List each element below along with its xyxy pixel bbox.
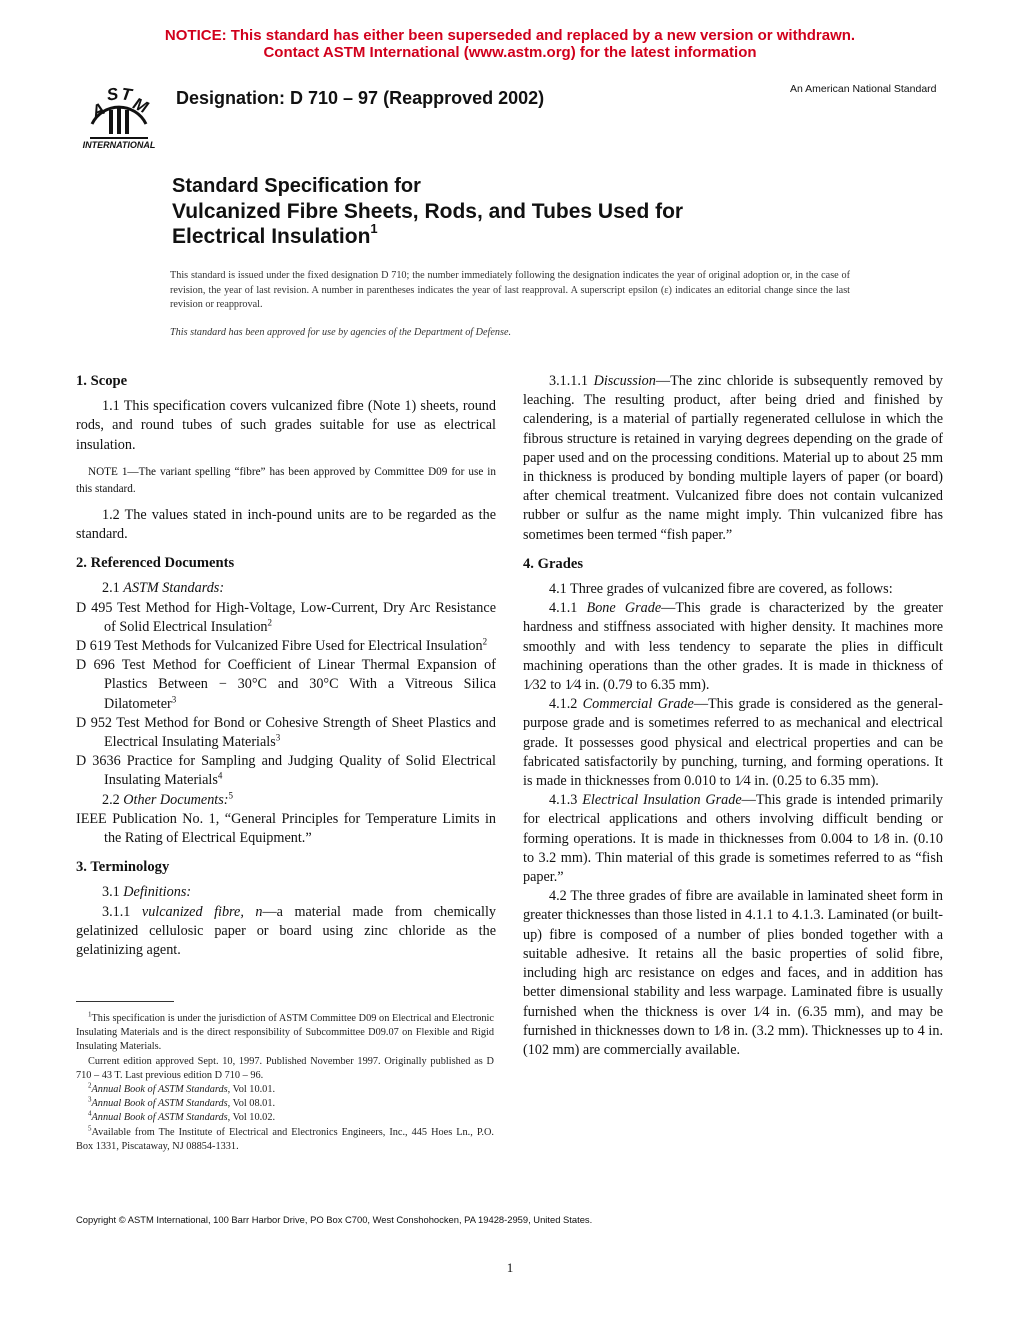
page-number: 1 — [506, 1260, 514, 1275]
copyright-line: Copyright © ASTM International, 100 Barr Harbor Drive, PO Box C700, West Conshohocken, PA 19428-2959, United States. — [76, 1214, 593, 1225]
left-column — [76, 372, 496, 960]
title-line-2: Electrical Insulation$^1$ — [172, 221, 378, 248]
title-line-1: Vulcanized Fibre Sheets, Rods, and Tubes Used for — [172, 200, 684, 223]
reference-d3636: D 3636 Practice for Sampling and Judging Quality of Solid Electrical Insulating Materials$^4$ — [76, 753, 496, 789]
reference-d696: D 696 Test Method for Coefficient of Linear Thermal Expansion of Plastics Between − 30°C and 30°C With a Vitreous Silica Dilatometer$^3$ — [76, 657, 496, 712]
section-heading-scope: 1. Scope — [76, 373, 128, 389]
notice-line-1: NOTICE: This standard has either been superseded and replaced by a new version or withdrawn. — [164, 27, 856, 44]
title-prefix: Standard Specification for — [172, 175, 421, 197]
paragraph-4-2: 4.2 The three grades of fibre are available in laminated sheet form in greater thicknesses than those listed in 4.1.1 to 4.1.3. Laminated (or built-up) fibre is composed of a number of plies bonded together with a suitable adhesive. It retains all the basic properties of solid fibre, including high arc resistance on edges and faces, and in addition has better dimensional stability and less warpage. Laminated fibre is usually furnished when the thickness is over 1⁄4 in. (6.35 mm), and may be furnished in thicknesses down to 1⁄8 in. (3.2 mm). Thicknesses up to 4 in. (102 mm) are commercially available. — [523, 888, 943, 1058]
paragraph-4-1-3: 4.1.3 Electrical Insulation Grade—This grade is intended primarily for electrical applications and others involving difficult bending or forming operations. It is made in thicknesses from 0.004 to 1⁄8 in. (0.10 to 3.2 mm). Thin material of this grade is sometimes referred to as “fish paper.” — [523, 792, 943, 886]
american-national-standard-label: An American National Standard — [790, 83, 937, 95]
paragraph-1-2: 1.2 The values stated in inch-pound units are to be regarded as the standard. — [76, 506, 496, 543]
footnote-rule — [76, 1001, 174, 1002]
designation: Designation: D 710 – 97 (Reapproved 2002) — [176, 88, 545, 108]
footnote-5: $^5$Available from The Institute of Electrical and Electronics Engineers, Inc., 445 Hoes Ln., P.O. Box 1331, Piscataway, NJ 08854-1331. — [76, 1124, 494, 1152]
withdrawal-notice — [0, 27, 1020, 61]
paragraph-4-1-1: 4.1.1 Bone Grade—This grade is characterized by the greater hardness and stiffness associated with higher density. It machines more smoothly and with less tendency to separate the plies in difficult machining operations than the other grades. It is made in thickness of 1⁄32 to 1⁄4 in. (0.79 to 6.35 mm). — [523, 600, 943, 694]
footnote-3: $^3$Annual Book of ASTM Standards, Vol 08.01. — [88, 1095, 276, 1110]
paragraph-3-1-1-1: 3.1.1.1 Discussion—The zinc chloride is subsequently removed by leaching. The resulting product, after being dried and finished by calendering, is a material of partially regenerated cellulose in which the fibrous structure is retained in varying degrees depending on the grade of paper used and on the processing conditions. Material up to about 25 mm in thickness is produced by bonding multiple layers of paper (or board) after chemical treatment. Vulcanized fibre does not contain vulcanized rubber or sulfur as the name might imply. Thin vulcanized fibre has sometimes been termed “fish paper.” — [523, 373, 944, 543]
reference-d619: D 619 Test Methods for Vulcanized Fibre Used for Electrical Insulation$^2$ — [76, 636, 488, 655]
section-heading-terminology: 3. Terminology — [76, 859, 170, 876]
svg-text:T: T — [119, 84, 133, 105]
paragraph-3-1-1: 3.1.1 vulcanized fibre, n—a material made from chemically gelatinized cellulosic paper or board using zinc chloride as the gelatinizing agent. — [76, 903, 497, 959]
footnotes — [76, 1012, 494, 1154]
note-1: NOTE 1—The variant spelling “fibre” has been approved by Committee D09 for use in this standard. — [76, 465, 496, 495]
issue-statement: This standard is issued under the fixed designation D 710; the number immediately following the designation indicates the year of original adoption or, in the case of revision, the year of last revision. A number in parentheses indicates the year of last reapproval. A superscript epsilon (ε) indicates an editorial change since the last revision or reapproval. — [170, 270, 850, 311]
footnote-1-continued: Current edition approved Sept. 10, 1997. Published November 1997. Originally published as D 710 – 43 T. Last previous edition D 710 – 96. — [76, 1055, 494, 1081]
reference-ieee: IEEE Publication No. 1, “General Principles for Temperature Limits in the Rating of Electrical Equipment.” — [76, 810, 496, 847]
paragraph-2-2: 2.2 Other Documents:$^5$ — [102, 789, 233, 808]
reference-d495: D 495 Test Method for High-Voltage, Low-Current, Dry Arc Resistance of Solid Electrical Insulation$^2$ — [76, 599, 496, 635]
footnote-1: $^1$This specification is under the jurisdiction of ASTM Committee D09 on Electrical and Electronic Insulating Materials and is the direct responsibility of Subcommittee D09.07 on Flexible and Rigid Insulating Materials. — [76, 1010, 494, 1053]
svg-text:A: A — [88, 98, 108, 122]
paragraph-4-1-2: 4.1.2 Commercial Grade—This grade is considered as the general-purpose grade and is sometimes referred to as mechanical and electrical grade. It possesses good physical and electrical properties and can be fabricated satisfactorily by punching, turning, and forming operations. It is made in thicknesses from 0.010 to 1⁄4 in. (0.25 to 6.35 mm). — [523, 696, 943, 790]
reference-d952: D 952 Test Method for Bond or Cohesive Strength of Sheet Plastics and Electrical Insulating Materials$^3$ — [76, 714, 496, 751]
dod-approval-statement: This standard has been approved for use by agencies of the Department of Defense. — [170, 327, 512, 338]
document-title — [172, 174, 683, 249]
astm-logo — [76, 76, 162, 152]
svg-text:S: S — [105, 84, 120, 105]
logo-wordmark: INTERNATIONAL — [82, 140, 156, 150]
notice-line-2: Contact ASTM International (www.astm.org) for the latest information — [263, 44, 757, 61]
svg-text:M: M — [130, 93, 151, 118]
footnote-4: $^4$Annual Book of ASTM Standards, Vol 10.02. — [88, 1110, 276, 1124]
paragraph-1-1: 1.1 This specification covers vulcanized fibre (Note 1) sheets, round rods, and round tubes of such grades suitable for use as electrical insulation. — [76, 398, 496, 453]
footnote-2: $^2$Annual Book of ASTM Standards, Vol 10.01. — [88, 1081, 276, 1096]
title-footnote-ref: 1 — [370, 221, 378, 236]
right-column — [523, 372, 943, 1060]
paragraph-4-1: 4.1 Three grades of vulcanized fibre are covered, as follows: — [549, 581, 893, 598]
section-heading-grades: 4. Grades — [523, 555, 583, 572]
paragraph-3-1: 3.1 Definitions: — [102, 884, 192, 901]
paragraph-2-1: 2.1 ASTM Standards: — [102, 580, 225, 597]
section-heading-referenced-documents: 2. Referenced Documents — [76, 555, 235, 572]
